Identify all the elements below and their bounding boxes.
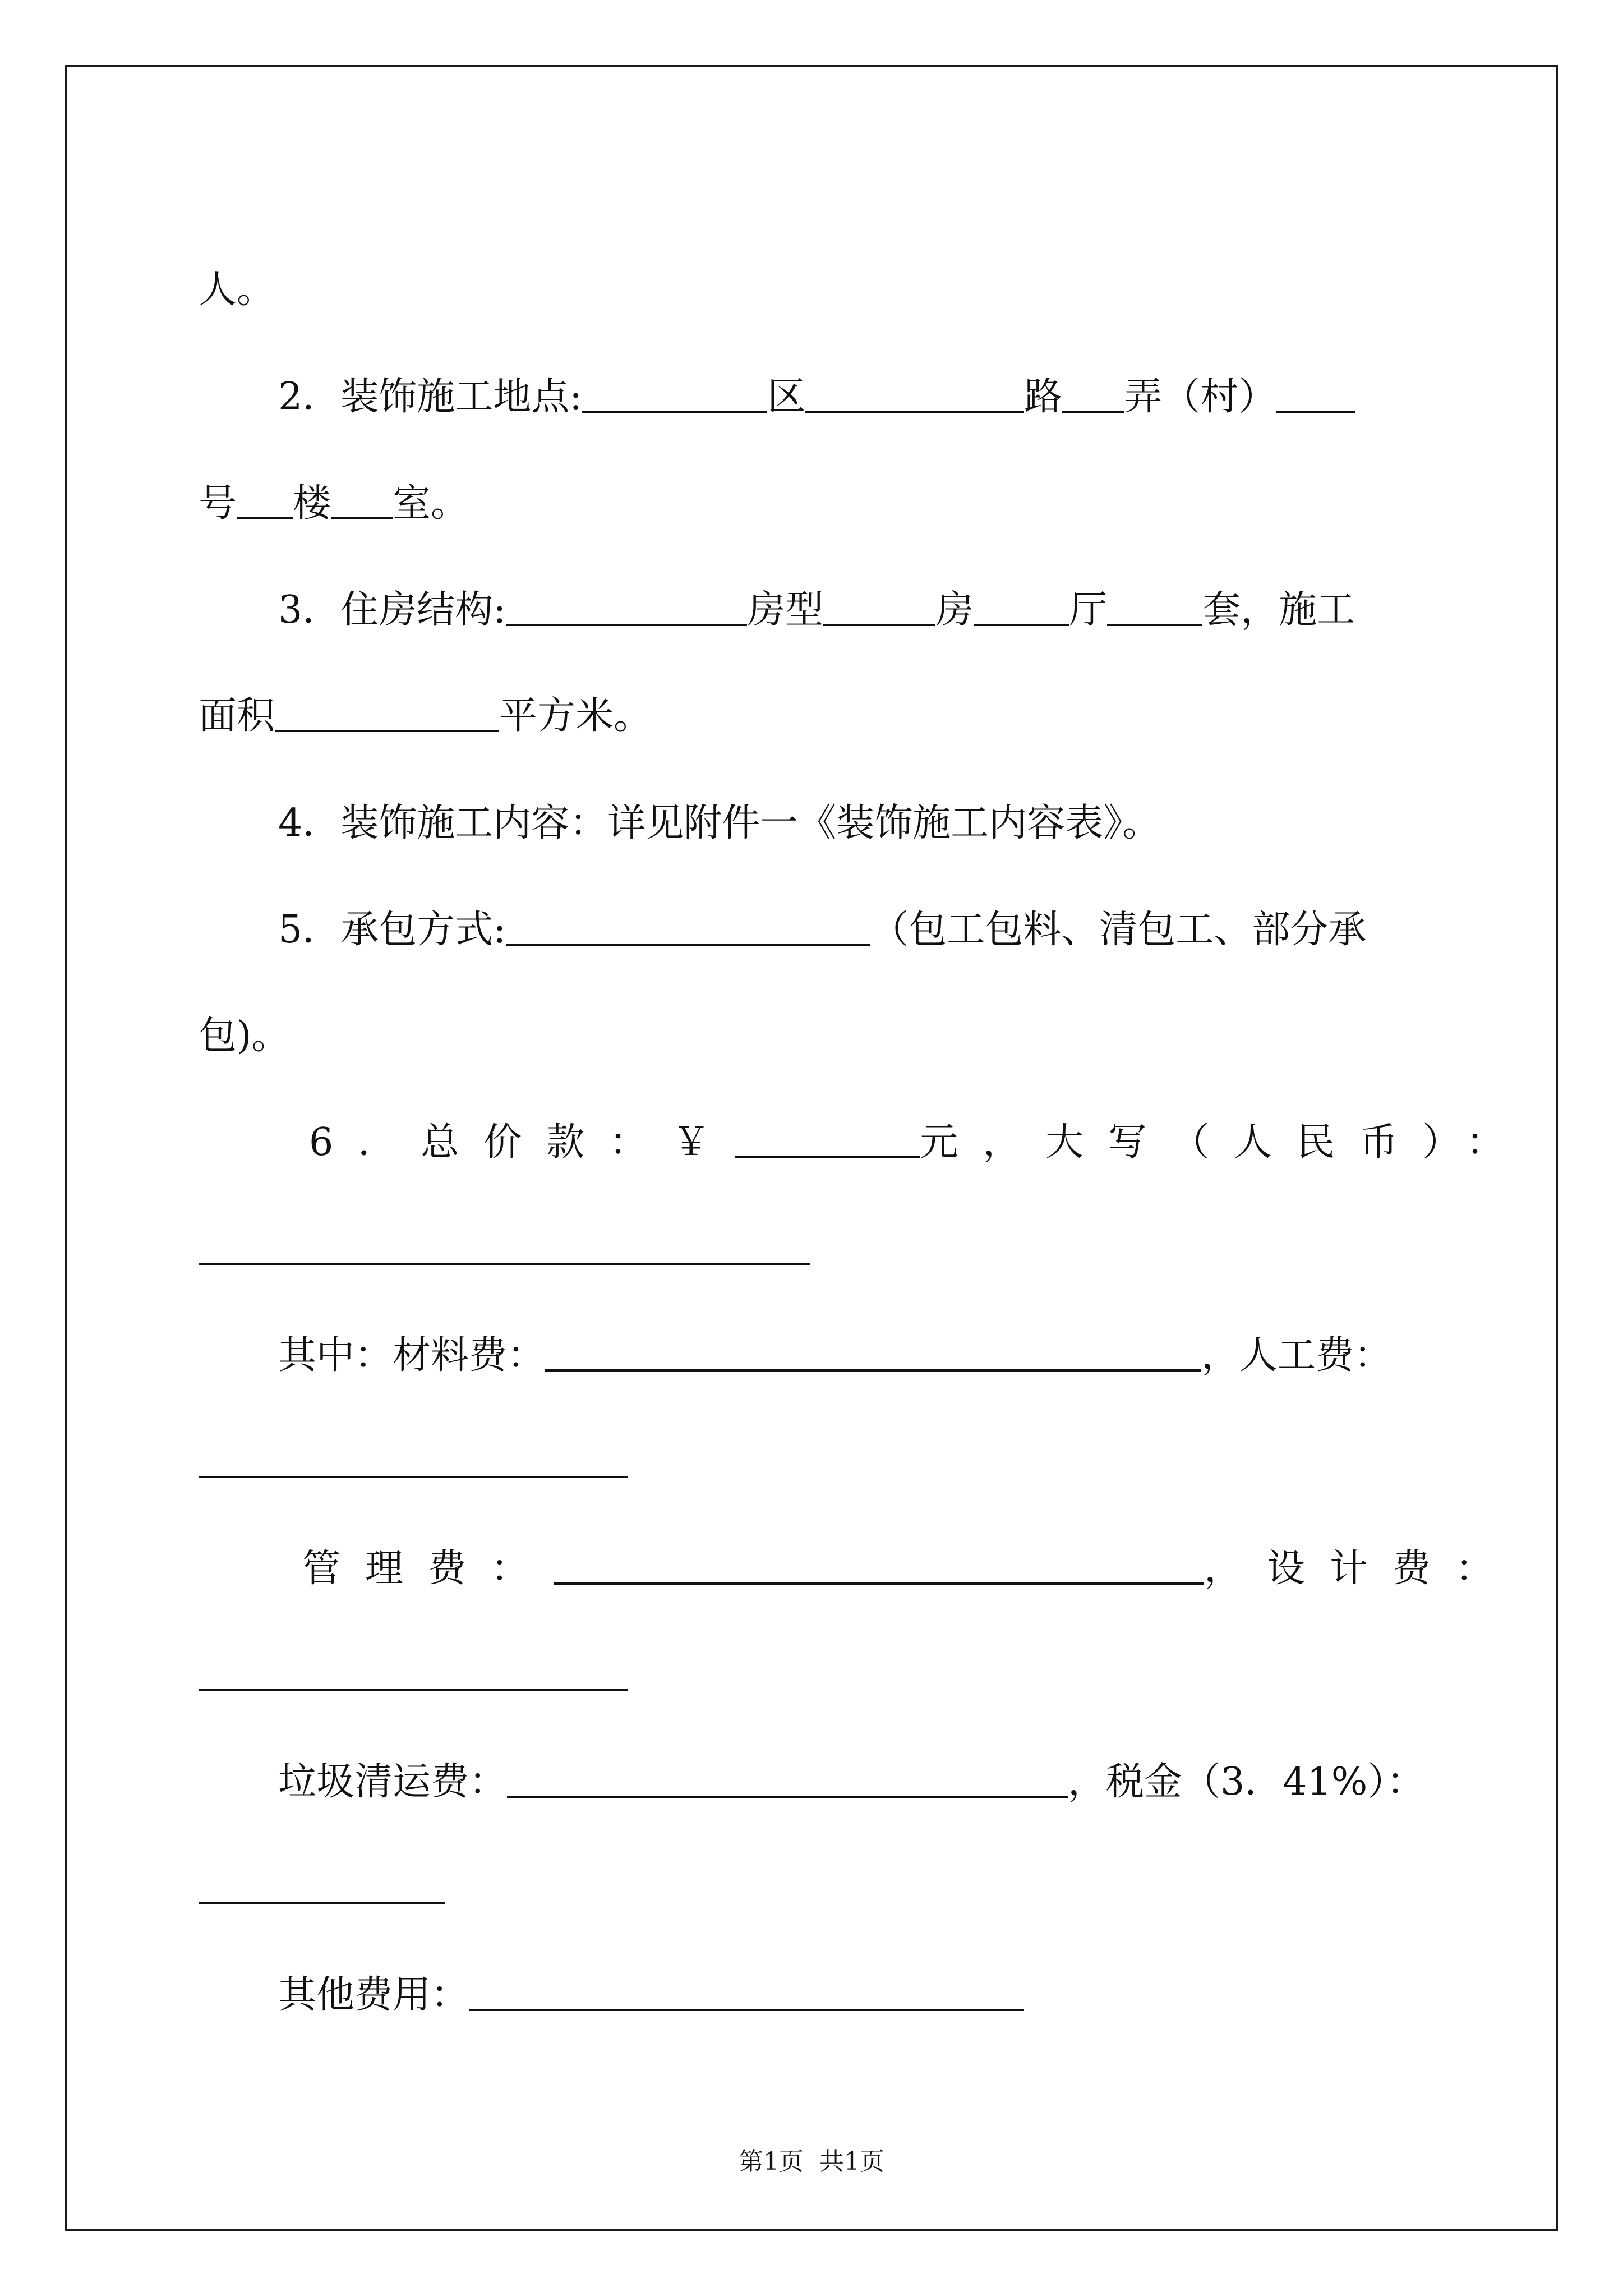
blank-field[interactable] <box>331 484 393 519</box>
text-segment: 面积 <box>199 694 275 738</box>
text-segment: 2．装饰施工地点: <box>278 375 583 419</box>
blank-field[interactable] <box>582 377 767 413</box>
text-segment: 垃圾清运费： <box>278 1760 508 1804</box>
blank-field[interactable] <box>805 377 1024 413</box>
page-number: 第1页 <box>739 2147 804 2176</box>
text-line <box>199 1645 628 1706</box>
text-line <box>199 473 469 535</box>
text-segment: 路 <box>1024 375 1063 419</box>
text-segment: 包)。 <box>199 1014 290 1058</box>
blank-field[interactable] <box>735 1122 920 1158</box>
text-segment: 元，大写（人民币）： <box>920 1120 1529 1165</box>
text-segment: 5．承包方式: <box>278 908 506 952</box>
text-line <box>302 1538 1518 1600</box>
blank-field[interactable] <box>1062 377 1124 413</box>
text-line <box>199 1432 628 1493</box>
blank-field[interactable] <box>506 910 870 946</box>
text-line <box>278 1325 1392 1387</box>
text-segment: ，设计费： <box>1204 1547 1519 1591</box>
text-segment: （包工包料、清包工、部分承 <box>870 908 1367 952</box>
text-segment: 3．住房结构: <box>278 588 506 632</box>
text-line <box>199 1218 810 1280</box>
page-total: 共1页 <box>819 2147 884 2176</box>
text-segment: 人。 <box>199 268 275 312</box>
text-segment: 管理费： <box>302 1547 554 1591</box>
blank-field[interactable] <box>554 1549 1204 1585</box>
text-segment: 厅 <box>1069 588 1108 632</box>
blank-field[interactable] <box>506 590 747 626</box>
text-segment: 室。 <box>393 481 469 526</box>
blank-field[interactable] <box>469 1975 1024 2011</box>
text-segment: 区 <box>767 375 806 419</box>
blank-field[interactable] <box>237 484 293 519</box>
text-segment: 其中：材料费： <box>278 1333 546 1378</box>
blank-field[interactable] <box>199 1869 445 1904</box>
text-segment: 楼 <box>293 481 331 526</box>
text-segment: 其他费用： <box>278 1973 469 2017</box>
text-segment: 套，施工 <box>1202 588 1355 632</box>
document-page <box>65 65 1558 2231</box>
blank-field[interactable] <box>1107 590 1202 626</box>
blank-field[interactable] <box>199 1442 628 1478</box>
text-segment: ，人工费： <box>1201 1333 1393 1378</box>
blank-field[interactable] <box>507 1762 1068 1798</box>
text-line <box>278 366 1355 428</box>
blank-field[interactable] <box>275 696 499 732</box>
text-segment: 4．装饰施工内容：详见附件一《装饰施工内容表》。 <box>278 801 1161 845</box>
text-segment: 弄（村） <box>1124 375 1277 419</box>
blank-field[interactable] <box>823 590 935 626</box>
text-line <box>278 1751 1424 1813</box>
text-segment: 房 <box>935 588 974 632</box>
text-line <box>278 1964 1024 2026</box>
text-line <box>278 579 1355 641</box>
text-segment: 号 <box>199 481 237 526</box>
text-segment: ，税金（3．41%）： <box>1068 1760 1425 1804</box>
text-line <box>199 685 652 747</box>
text-line <box>309 1112 1529 1174</box>
text-line <box>199 1858 445 1920</box>
blank-field[interactable] <box>1276 377 1355 413</box>
blank-field[interactable] <box>545 1336 1201 1372</box>
blank-field[interactable] <box>974 590 1069 626</box>
page-footer <box>67 2141 1556 2177</box>
text-line <box>278 793 1160 854</box>
text-segment: 平方米。 <box>499 694 652 738</box>
blank-field[interactable] <box>199 1229 810 1265</box>
blank-field[interactable] <box>199 1655 628 1691</box>
text-line <box>278 899 1366 961</box>
text-line <box>199 259 275 321</box>
text-segment: 房型 <box>747 588 824 632</box>
text-line <box>199 1005 290 1067</box>
text-segment: 6．总价款：￥ <box>309 1120 735 1165</box>
